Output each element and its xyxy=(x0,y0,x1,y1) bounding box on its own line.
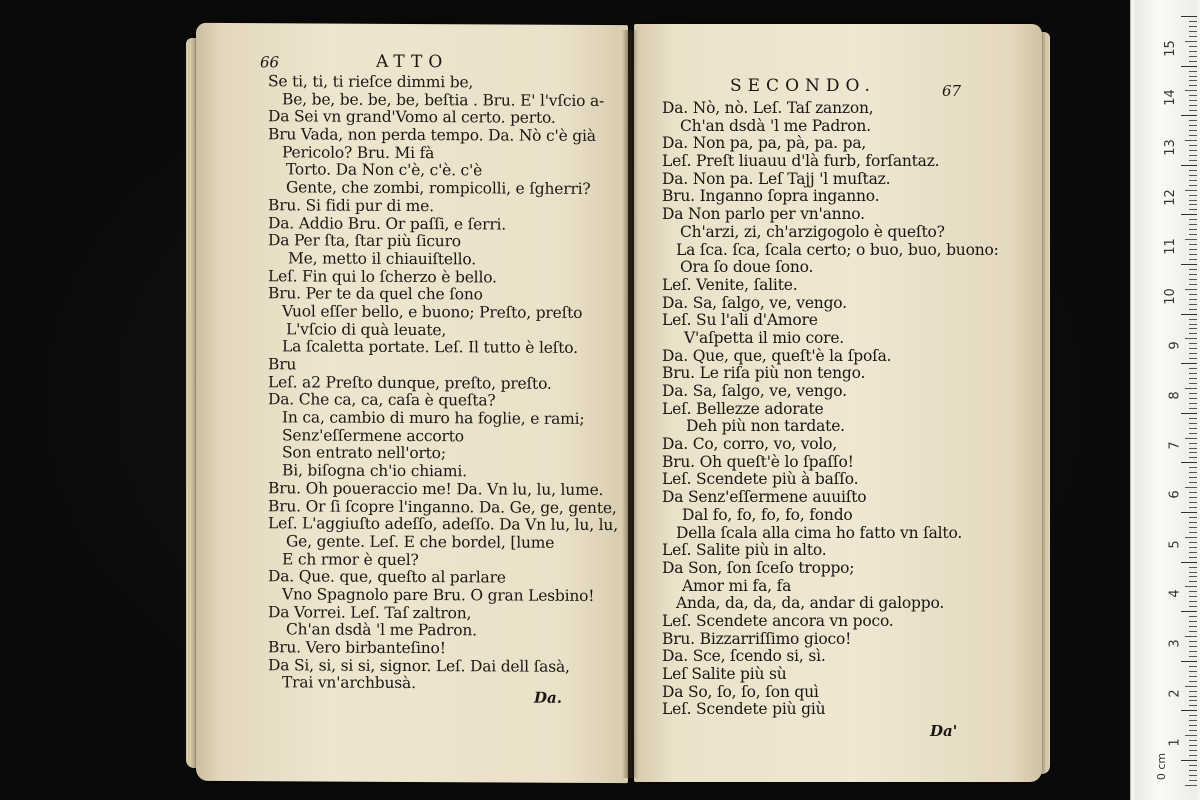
text-line: Bru. Inganno ſopra inganno. xyxy=(662,187,880,206)
ruler-tick xyxy=(1189,343,1197,344)
ruler-tick xyxy=(1189,691,1197,692)
left-page-text xyxy=(268,73,618,694)
ruler-tick xyxy=(1189,80,1197,81)
text-line: Da Non parlo per vn'anno. xyxy=(662,205,865,224)
ruler-tick xyxy=(1189,100,1197,101)
ruler-tick xyxy=(1181,512,1197,513)
ruler-tick xyxy=(1189,71,1197,72)
ruler-tick xyxy=(1189,130,1197,131)
text-line: Da So, ſo, ſo, ſon quì xyxy=(662,682,819,701)
ruler-tick xyxy=(1185,537,1197,538)
text-line: Leſ. Su l'ali d'Amore xyxy=(662,311,818,330)
text-line: Da Vorrei. Leſ. Taſ zaltron, xyxy=(268,602,472,622)
ruler-tick xyxy=(1181,165,1197,166)
text-line: Bru. Oh queſt'è lo ſpaſſo! xyxy=(662,452,854,471)
right-folio: 67 xyxy=(942,82,962,100)
text-line: Leſ. Scendete più giù xyxy=(662,700,826,719)
text-line: Leſ. Preſt liuauu d'là furb, forſantaz. xyxy=(662,152,940,171)
ruler-tick xyxy=(1189,229,1197,230)
ruler-number: 4 xyxy=(1167,589,1183,599)
ruler-tick xyxy=(1189,294,1197,295)
ruler-tick xyxy=(1189,383,1197,384)
text-line: Bru. Si fidi pur di me. xyxy=(268,196,434,215)
ruler-tick xyxy=(1185,140,1197,141)
ruler-tick xyxy=(1189,517,1197,518)
ruler-tick xyxy=(1181,66,1197,67)
text-line: Me, metto il chiauiſtello. xyxy=(288,249,476,269)
ruler-tick xyxy=(1185,41,1197,42)
measurement-ruler xyxy=(1130,0,1200,800)
text-line: Della ſcala alla cima ho fatto vn ſalto. xyxy=(676,523,963,542)
ruler-tick xyxy=(1189,457,1197,458)
text-line: Amor mi fa, fa xyxy=(682,576,792,595)
ruler-tick xyxy=(1189,750,1197,751)
ruler-tick xyxy=(1189,616,1197,617)
ruler-tick xyxy=(1189,671,1197,672)
text-line: Bru. Bizzarriſſimo gioco! xyxy=(662,629,852,648)
ruler-number: 5 xyxy=(1167,540,1183,549)
ruler-tick xyxy=(1189,175,1197,176)
ruler-tick xyxy=(1185,438,1197,439)
ruler-tick xyxy=(1189,631,1197,632)
book-gutter xyxy=(622,30,638,778)
ruler-tick xyxy=(1189,120,1197,121)
ruler-tick xyxy=(1189,85,1197,86)
ruler-tick xyxy=(1189,656,1197,657)
ruler-tick xyxy=(1189,765,1197,766)
text-line: Torto. Da Non c'è, c'è. c'è xyxy=(286,160,483,180)
text-line: Da. Sa, ſalgo, ve, vengo. xyxy=(662,293,847,312)
text-line: Dal fo, fo, fo, fo, fondo xyxy=(682,505,853,524)
ruler-tick xyxy=(1189,567,1197,568)
ruler-tick xyxy=(1189,477,1197,478)
ruler-number: 3 xyxy=(1167,639,1183,648)
text-line: Da. Non pa. Leſ Tajj 'l muſtaz. xyxy=(662,169,891,188)
ruler-tick xyxy=(1189,358,1197,359)
text-line: Da. Nò, nò. Leſ. Taſ zanzon, xyxy=(662,99,874,117)
ruler-tick xyxy=(1189,443,1197,444)
ruler-unit: 0 cm xyxy=(1154,752,1168,781)
ruler-tick xyxy=(1189,398,1197,399)
ruler-tick xyxy=(1189,279,1197,280)
ruler-tick xyxy=(1189,775,1197,776)
text-line: Da. Co, corro, vo, volo, xyxy=(662,435,838,454)
ruler-tick xyxy=(1189,542,1197,543)
ruler-tick xyxy=(1189,125,1197,126)
text-line: Da Sei vn grand'Vomo al certo. perto. xyxy=(268,107,556,128)
ruler-tick xyxy=(1189,259,1197,260)
text-line: Gente, che zombi, rompicolli, e ſgherri? xyxy=(286,178,591,199)
ruler-tick xyxy=(1189,651,1197,652)
ruler-tick xyxy=(1189,319,1197,320)
ruler-tick xyxy=(1189,110,1197,111)
ruler-tick xyxy=(1189,209,1197,210)
ruler-tick xyxy=(1181,611,1197,612)
ruler-tick xyxy=(1181,115,1197,116)
ruler-tick xyxy=(1189,681,1197,682)
ruler-tick xyxy=(1189,219,1197,220)
ruler-tick xyxy=(1189,269,1197,270)
ruler-tick xyxy=(1189,403,1197,404)
ruler-tick xyxy=(1189,507,1197,508)
left-running-head: ATTO xyxy=(376,51,449,73)
ruler-tick xyxy=(1185,90,1197,91)
ruler-tick xyxy=(1189,105,1197,106)
ruler-number: 2 xyxy=(1167,688,1183,698)
ruler-tick xyxy=(1189,433,1197,434)
right-catchword: Da' xyxy=(930,722,958,740)
ruler-tick xyxy=(1189,601,1197,602)
ruler-tick xyxy=(1189,328,1197,329)
ruler-tick xyxy=(1189,309,1197,310)
ruler-tick xyxy=(1189,224,1197,225)
ruler-tick xyxy=(1189,522,1197,523)
ruler-tick xyxy=(1189,646,1197,647)
ruler-tick xyxy=(1189,492,1197,493)
ruler-tick xyxy=(1189,61,1197,62)
ruler-tick xyxy=(1189,591,1197,592)
ruler-tick xyxy=(1189,373,1197,374)
ruler-tick xyxy=(1189,21,1197,22)
ruler-tick xyxy=(1189,36,1197,37)
ruler-tick xyxy=(1189,353,1197,354)
text-line: Da Si, si, si si, signor. Leſ. Dai dell ſasà, xyxy=(268,655,570,676)
text-line: Leſ. Scendete più à baſſo. xyxy=(662,470,859,489)
text-line: Bru. Oh poueraccio me! Da. Vn lu, lu, lume. xyxy=(268,479,604,499)
ruler-number: 1 xyxy=(1167,738,1183,747)
ruler-tick xyxy=(1189,51,1197,52)
ruler-tick xyxy=(1189,696,1197,697)
right-running-head: SECONDO. xyxy=(730,76,876,96)
text-line: Leſ Salite più sù xyxy=(662,665,787,683)
ruler-number: 14 xyxy=(1163,89,1179,107)
ruler-tick xyxy=(1189,135,1197,136)
ruler-tick xyxy=(1185,586,1197,587)
ruler-tick xyxy=(1189,482,1197,483)
ruler-number: 11 xyxy=(1163,238,1179,255)
ruler-tick xyxy=(1181,16,1197,17)
ruler-tick xyxy=(1189,31,1197,32)
text-line: Da. Sce, ſcendo si, sì. xyxy=(662,647,826,666)
text-line: Da. Sa, ſalgo, ve, vengo. xyxy=(662,382,847,400)
text-line: Trai vn'archbusà. xyxy=(282,673,416,693)
ruler-tick xyxy=(1189,666,1197,667)
text-line: Vuol eſſer bello, e buono; Preſto, preſto xyxy=(282,302,583,322)
ruler-tick xyxy=(1189,249,1197,250)
ruler-tick xyxy=(1189,497,1197,498)
ruler-tick xyxy=(1189,150,1197,151)
ruler-tick xyxy=(1189,532,1197,533)
text-line: Son entrato nell'orto; xyxy=(282,443,446,463)
ruler-tick xyxy=(1189,700,1197,701)
text-line: Bru xyxy=(268,355,297,374)
ruler-tick xyxy=(1189,552,1197,553)
text-line: Se ti, ti, ti rieſce dimmi be, xyxy=(268,72,474,92)
ruler-tick xyxy=(1189,502,1197,503)
ruler-tick xyxy=(1189,95,1197,96)
text-line: E ch rmor è quel? xyxy=(282,549,419,569)
ruler-tick xyxy=(1189,581,1197,582)
ruler-tick xyxy=(1189,26,1197,27)
ruler-tick xyxy=(1189,56,1197,57)
text-line: Pericolo? Bru. Mi fà xyxy=(282,143,435,162)
text-line: Da Son, ſon ſceſo troppo; xyxy=(662,558,855,577)
ruler-number: 15 xyxy=(1163,40,1179,57)
ruler-tick xyxy=(1181,264,1197,265)
text-line: Senz'eſſermene accorto xyxy=(282,426,464,446)
ruler-number: 13 xyxy=(1163,139,1179,156)
text-line: Da. Non pa, pa, pà, pa. pa, xyxy=(662,134,867,153)
ruler-tick xyxy=(1189,428,1197,429)
ruler-tick xyxy=(1189,244,1197,245)
ruler-tick xyxy=(1189,418,1197,419)
ruler-number: 7 xyxy=(1167,440,1183,450)
ruler-tick xyxy=(1185,388,1197,389)
ruler-tick xyxy=(1189,452,1197,453)
ruler-tick xyxy=(1189,408,1197,409)
ruler-tick xyxy=(1189,596,1197,597)
ruler-tick xyxy=(1189,472,1197,473)
text-line: Bru. Le riſa più non tengo. xyxy=(662,364,866,383)
text-line: Bru. Per te da quel che ſono xyxy=(268,284,483,304)
text-line: Be, be, be. be, be, beſtia . Bru. E' l'vſcio a- xyxy=(282,90,605,110)
ruler-tick xyxy=(1185,686,1197,687)
ruler-tick xyxy=(1189,547,1197,548)
ruler-tick xyxy=(1185,487,1197,488)
ruler-tick xyxy=(1189,730,1197,731)
text-line: Ge, gente. Leſ. E che bordel, [lume xyxy=(286,532,555,552)
ruler-tick xyxy=(1189,76,1197,77)
ruler-tick xyxy=(1189,423,1197,424)
ruler-tick xyxy=(1189,780,1197,781)
text-line: Da. Que, que, queſt'è la ſpoſa. xyxy=(662,346,892,365)
ruler-tick xyxy=(1189,740,1197,741)
text-line: Leſ. Scendete ancora vn poco. xyxy=(662,611,894,630)
ruler-tick xyxy=(1185,785,1197,786)
ruler-tick xyxy=(1189,324,1197,325)
ruler-tick xyxy=(1189,254,1197,255)
left-page xyxy=(196,23,628,783)
ruler-tick xyxy=(1189,195,1197,196)
text-line: Bru. Or ſi ſcopre l'inganno. Da. Ge, ge, gente, xyxy=(268,496,617,517)
ruler-number: 10 xyxy=(1163,288,1179,305)
ruler-tick xyxy=(1181,413,1197,414)
ruler-tick xyxy=(1185,735,1197,736)
text-line: La ſca. ſca, ſcala certo; o buo, buo, buono: xyxy=(676,240,999,259)
ruler-tick xyxy=(1189,606,1197,607)
text-line: Ch'arzi, zi, ch'arzigogolo è queſto? xyxy=(680,222,945,241)
text-line: Deh più non tardate. xyxy=(686,417,845,436)
ruler-tick xyxy=(1189,299,1197,300)
ruler-tick xyxy=(1189,467,1197,468)
ruler-tick xyxy=(1189,393,1197,394)
text-line: Da. Che ca, ca, caſa è queſta? xyxy=(268,390,496,410)
ruler-tick xyxy=(1185,190,1197,191)
ruler-tick xyxy=(1181,363,1197,364)
ruler-tick xyxy=(1185,239,1197,240)
text-line: Bru Vada, non perda tempo. Da. Nò c'è già xyxy=(268,125,596,146)
text-line: Ora ſo doue ſono. xyxy=(680,258,814,277)
text-line: Vno Spagnolo pare Bru. O gran Lesbino! xyxy=(282,585,595,605)
text-line: Ch'an dsdà 'l me Padron. xyxy=(286,620,477,640)
ruler-number: 12 xyxy=(1163,188,1179,206)
text-line: In ca, cambio di muro ha foglie, e rami; xyxy=(282,408,585,428)
ruler-tick xyxy=(1189,641,1197,642)
ruler-tick xyxy=(1189,448,1197,449)
ruler-tick xyxy=(1189,348,1197,349)
ruler-tick xyxy=(1181,760,1197,761)
text-line: Leſ. a2 Preſto dunque, preſto, preſto. xyxy=(268,372,552,393)
ruler-tick xyxy=(1185,338,1197,339)
ruler-tick xyxy=(1189,204,1197,205)
ruler-tick xyxy=(1189,333,1197,334)
text-line: Leſ. Venite, ſalite. xyxy=(662,275,798,294)
ruler-band xyxy=(1135,0,1197,800)
ruler-tick xyxy=(1189,284,1197,285)
ruler-tick xyxy=(1189,770,1197,771)
ruler-tick xyxy=(1189,705,1197,706)
text-line: Bru. Vero birbanteſino! xyxy=(268,638,446,658)
ruler-tick xyxy=(1189,274,1197,275)
text-line: Leſ. Salite più in alto. xyxy=(662,541,827,560)
text-line: Ch'an dsdà 'l me Padron. xyxy=(680,116,871,135)
text-line: La ſcaletta portate. Leſ. Il tutto è leſto. xyxy=(282,337,578,358)
ruler-tick xyxy=(1181,462,1197,463)
ruler-tick xyxy=(1189,621,1197,622)
right-page-text xyxy=(662,100,999,719)
text-line: Leſ. Fin qui lo ſcherzo è bello. xyxy=(268,266,497,287)
ruler-tick xyxy=(1189,626,1197,627)
ruler-tick xyxy=(1185,289,1197,290)
ruler-tick xyxy=(1189,185,1197,186)
ruler-tick xyxy=(1189,755,1197,756)
ruler-tick xyxy=(1189,572,1197,573)
ruler-tick xyxy=(1189,234,1197,235)
ruler-tick xyxy=(1189,368,1197,369)
ruler-tick xyxy=(1181,314,1197,315)
ruler-tick xyxy=(1189,720,1197,721)
ruler-tick xyxy=(1189,155,1197,156)
open-book xyxy=(196,24,1042,782)
ruler-number: 6 xyxy=(1167,490,1183,499)
left-catchword: Da. xyxy=(534,688,562,707)
ruler-tick xyxy=(1189,378,1197,379)
right-page xyxy=(634,24,1042,782)
text-line: L'vſcio di quà leuate, xyxy=(286,319,447,339)
ruler-number: 8 xyxy=(1167,391,1183,400)
ruler-tick xyxy=(1181,214,1197,215)
ruler-tick xyxy=(1185,636,1197,637)
text-line: Da. Addio Bru. Or paſſi, e ſerri. xyxy=(268,213,507,233)
ruler-tick xyxy=(1189,557,1197,558)
ruler-tick xyxy=(1189,725,1197,726)
text-line: Da Per ſta, ſtar più ſicuro xyxy=(268,231,461,251)
ruler-number: 9 xyxy=(1167,341,1183,351)
text-line: Leſ. L'aggiuſto adeſſo, adeſſo. Da Vn lu, lu, lu, xyxy=(268,514,618,535)
ruler-tick xyxy=(1189,527,1197,528)
ruler-tick xyxy=(1189,46,1197,47)
ruler-tick xyxy=(1181,710,1197,711)
ruler-tick xyxy=(1189,304,1197,305)
ruler-tick xyxy=(1181,562,1197,563)
left-folio: 66 xyxy=(260,53,280,72)
text-line: V'aſpetta il mio core. xyxy=(684,328,845,347)
text-line: Bi, biſogna ch'io chiami. xyxy=(282,461,467,481)
ruler-tick xyxy=(1189,145,1197,146)
ruler-tick xyxy=(1181,661,1197,662)
ruler-tick xyxy=(1189,745,1197,746)
text-line: Leſ. Bellezze adorate xyxy=(662,399,824,418)
ruler-tick xyxy=(1189,160,1197,161)
ruler-tick xyxy=(1189,180,1197,181)
text-line: Da. Que. que, queſto al parlare xyxy=(268,567,506,587)
ruler-tick xyxy=(1189,170,1197,171)
ruler-tick xyxy=(1189,676,1197,677)
ruler-tick xyxy=(1189,715,1197,716)
ruler-tick xyxy=(1189,576,1197,577)
ruler-tick xyxy=(1189,200,1197,201)
text-line: Anda, da, da, da, andar di galoppo. xyxy=(676,594,945,613)
text-line: Da Senz'eſſermene auuiſto xyxy=(662,488,867,507)
